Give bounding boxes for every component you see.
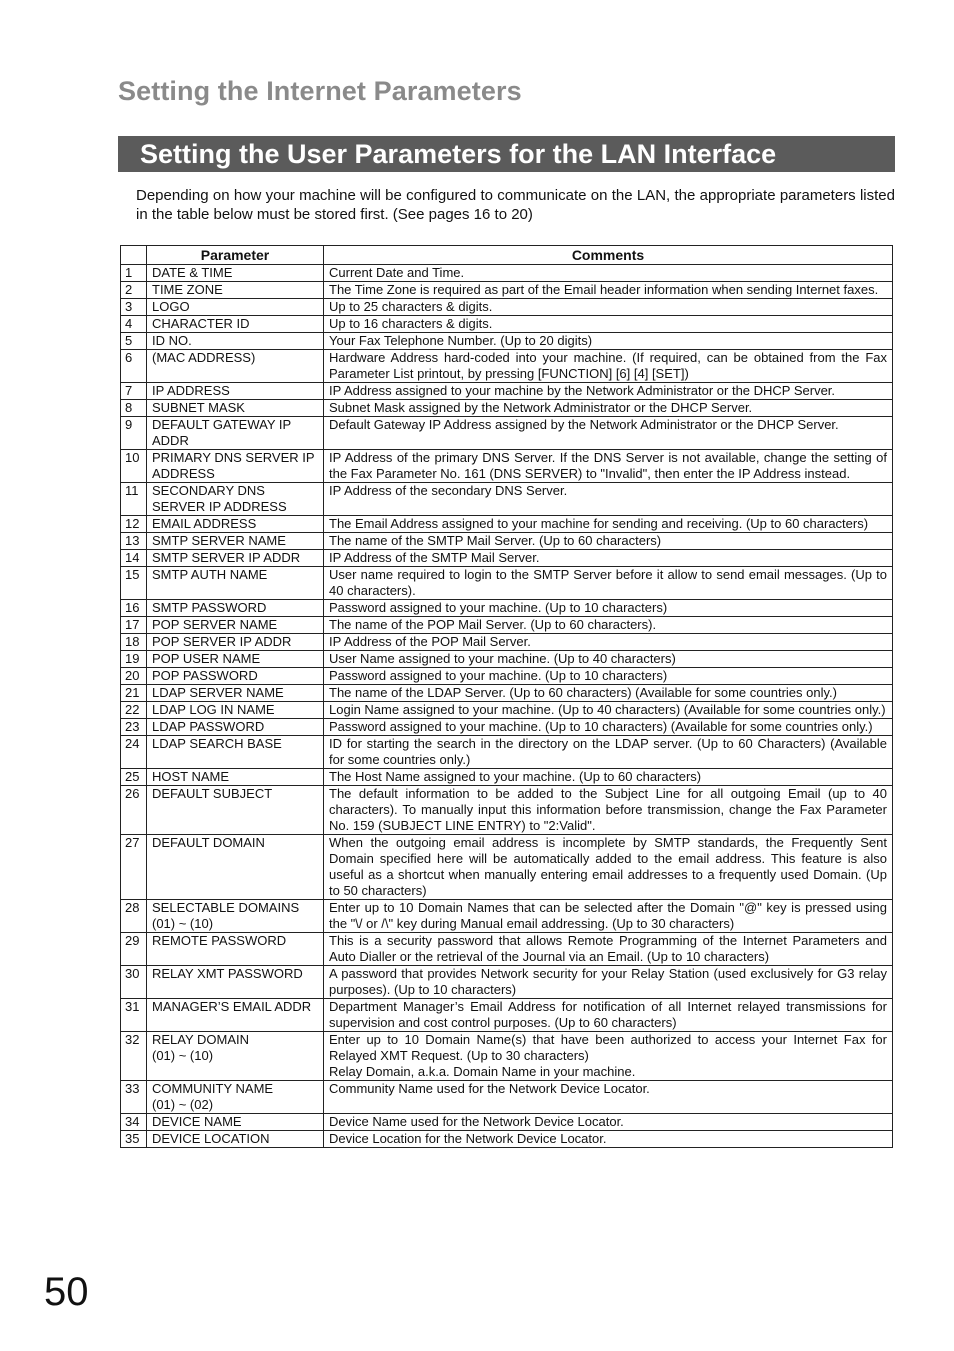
row-number: 29 [121,933,147,966]
comment-cell: The name of the LDAP Server. (Up to 60 characters) (Available for some countries only.) [324,685,893,702]
comment-cell: IP Address of the SMTP Mail Server. [324,550,893,567]
row-number: 6 [121,350,147,383]
row-number: 19 [121,651,147,668]
table-row [121,966,893,999]
parameter-cell: SMTP SERVER IP ADDR [147,550,324,567]
row-number: 1 [121,265,147,282]
comment-cell: The Email Address assigned to your machine for sending and receiving. (Up to 60 characters) [324,516,893,533]
table-header-row [121,246,893,265]
banner-title: Setting the User Parameters for the LAN Interface [140,139,777,169]
parameter-cell: MANAGER’S EMAIL ADDR [147,999,324,1032]
page-number: 50 [44,1270,89,1314]
row-number: 7 [121,383,147,400]
comment-cell: Department Manager’s Email Address for notification of all Internet relayed transmissions for supervision and cost control purposes. (Up to 60 characters) [324,999,893,1032]
row-number: 35 [121,1131,147,1148]
parameter-cell: POP USER NAME [147,651,324,668]
table-row [121,668,893,685]
comment-cell: The name of the POP Mail Server. (Up to 60 characters). [324,617,893,634]
parameter-cell: REMOTE PASSWORD [147,933,324,966]
table-row [121,417,893,450]
table-row [121,769,893,786]
section-title: Setting the Internet Parameters [118,76,522,106]
row-number: 4 [121,316,147,333]
table-row [121,450,893,483]
parameter-cell: POP SERVER NAME [147,617,324,634]
row-number: 22 [121,702,147,719]
parameter-cell: DATE & TIME [147,265,324,282]
comment-cell: When the outgoing email address is incomplete by SMTP standards, the Frequently Sent Domain specified here will be automatically added to the email address. This feature is also useful as a shortcut when manually entering email addresses to a frequently used Domain. (Up to 50 characters) [324,835,893,900]
comment-cell: Enter up to 10 Domain Names that can be selected after the Domain "@" key is pressed using the "\/ or /\" key during Manual email addressing. (Up to 30 characters) [324,900,893,933]
comment-line: Relay Domain, a.k.a. Domain Name in your machine. [329,1064,636,1079]
parameter-cell: RELAY XMT PASSWORD [147,966,324,999]
table-row [121,900,893,933]
parameter-line: SECONDARY DNS [152,483,265,498]
table-row [121,933,893,966]
comment-cell: Login Name assigned to your machine. (Up to 40 characters) (Available for some countries only.) [324,702,893,719]
comment-cell: Password assigned to your machine. (Up to 10 characters) [324,668,893,685]
comment-cell: Up to 16 characters & digits. [324,316,893,333]
table-row [121,350,893,383]
header-number [121,246,147,265]
row-number: 10 [121,450,147,483]
row-number: 17 [121,617,147,634]
table-row [121,999,893,1032]
comment-cell: ID for starting the search in the directory on the LDAP server. (Up to 60 Characters) (Available for some countries only.) [324,736,893,769]
parameter-line: RELAY DOMAIN [152,1032,250,1047]
parameter-cell: DEVICE LOCATION [147,1131,324,1148]
table-row [121,550,893,567]
table-row [121,516,893,533]
comment-cell: Device Name used for the Network Device Locator. [324,1114,893,1131]
table-row [121,316,893,333]
table-row [121,617,893,634]
table-row [121,400,893,417]
banner [118,136,895,172]
comment-cell: The default information to be added to the Subject Line for all outgoing Email (up to 40 characters). To manually input this information before transmission, change the Fax Parameter No. 159 (SUBJECT LINE ENTRY) to "2:Valid". [324,786,893,835]
comment-cell [324,1032,893,1081]
parameter-cell: SUBNET MASK [147,400,324,417]
comment-line: Enter up to 10 Domain Name(s) that have been authorized to access your Internet Fax for Relayed XMT Request. (Up to 30 characters) [329,1032,887,1063]
row-number: 9 [121,417,147,450]
comment-cell: The Host Name assigned to your machine. (Up to 60 characters) [324,769,893,786]
row-number: 18 [121,634,147,651]
parameter-cell: POP PASSWORD [147,668,324,685]
row-number: 16 [121,600,147,617]
parameter-cell: SMTP SERVER NAME [147,533,324,550]
parameter-cell: (MAC ADDRESS) [147,350,324,383]
parameter-cell: LDAP SERVER NAME [147,685,324,702]
comment-cell: Hardware Address hard-coded into your machine. (If required, can be obtained from the Fax Parameter List printout, by pressing [FUNCTION] [6] [4] [SET]) [324,350,893,383]
table-row [121,1032,893,1081]
row-number: 20 [121,668,147,685]
table-row [121,736,893,769]
row-number: 5 [121,333,147,350]
row-number: 31 [121,999,147,1032]
table-row [121,1114,893,1131]
intro-paragraph: Depending on how your machine will be configured to communicate on the LAN, the appropriate parameters listed in the table below must be stored first. (See pages 16 to 20) [136,187,895,223]
parameter-cell: DEFAULT SUBJECT [147,786,324,835]
comment-cell: User Name assigned to your machine. (Up to 40 characters) [324,651,893,668]
row-number: 15 [121,567,147,600]
parameter-cell: EMAIL ADDRESS [147,516,324,533]
table-row [121,634,893,651]
row-number: 8 [121,400,147,417]
row-number: 28 [121,900,147,933]
comment-cell: A password that provides Network security for your Relay Station (used exclusively for G3 relay purposes). (Up to 10 characters) [324,966,893,999]
row-number: 23 [121,719,147,736]
table-row [121,265,893,282]
parameter-cell: LDAP SEARCH BASE [147,736,324,769]
comment-cell: Password assigned to your machine. (Up to 10 characters) [324,600,893,617]
parameter-cell: DEVICE NAME [147,1114,324,1131]
row-number: 30 [121,966,147,999]
table-row [121,483,893,516]
parameter-cell: ID NO. [147,333,324,350]
parameter-cell: LOGO [147,299,324,316]
table-row [121,533,893,550]
row-number: 14 [121,550,147,567]
row-number: 3 [121,299,147,316]
parameter-cell [147,900,324,933]
parameter-cell [147,1081,324,1114]
parameter-cell: LDAP LOG IN NAME [147,702,324,719]
parameter-cell: SMTP AUTH NAME [147,567,324,600]
comment-cell: Subnet Mask assigned by the Network Administrator or the DHCP Server. [324,400,893,417]
table-row [121,786,893,835]
table-row [121,835,893,900]
parameter-cell [147,1032,324,1081]
comment-cell: Your Fax Telephone Number. (Up to 20 digits) [324,333,893,350]
table-row [121,685,893,702]
table-row [121,719,893,736]
comment-cell: IP Address of the primary DNS Server. If the DNS Server is not available, change the setting of the Fax Parameter No. 161 (DNS SERVER) to "Invalid", then enter the IP Address instead. [324,450,893,483]
parameter-cell: POP SERVER IP ADDR [147,634,324,651]
parameter-cell: IP ADDRESS [147,383,324,400]
comment-cell: Device Location for the Network Device Locator. [324,1131,893,1148]
table-row [121,383,893,400]
parameter-cell: PRIMARY DNS SERVER IP ADDRESS [147,450,324,483]
comment-cell: This is a security password that allows Remote Programming of the Internet Parameters and Auto Dialler or the retrieval of the Journal via an Email. (Up to 10 characters) [324,933,893,966]
parameter-line: (01) ~ (10) [152,1048,214,1063]
row-number: 33 [121,1081,147,1114]
table-row [121,600,893,617]
parameter-line: COMMUNITY NAME [152,1081,274,1096]
parameter-line: (01) ~ (02) [152,1097,214,1112]
comment-cell: Default Gateway IP Address assigned by the Network Administrator or the DHCP Server. [324,417,893,450]
row-number: 34 [121,1114,147,1131]
comment-cell: User name required to login to the SMTP Server before it allow to send email messages. (Up to 40 characters). [324,567,893,600]
parameter-cell: SMTP PASSWORD [147,600,324,617]
parameter-line: SELECTABLE DOMAINS [152,900,300,915]
parameter-cell: LDAP PASSWORD [147,719,324,736]
parameter-cell: DEFAULT DOMAIN [147,835,324,900]
parameter-cell: DEFAULT GATEWAY IP ADDR [147,417,324,450]
row-number: 27 [121,835,147,900]
row-number: 25 [121,769,147,786]
comment-cell: Current Date and Time. [324,265,893,282]
row-number: 2 [121,282,147,299]
table-row [121,1131,893,1148]
table-row [121,282,893,299]
table-row [121,651,893,668]
comment-cell: IP Address of the POP Mail Server. [324,634,893,651]
table-row [121,299,893,316]
comment-cell: The Time Zone is required as part of the Email header information when sending Internet faxes. [324,282,893,299]
parameter-cell: TIME ZONE [147,282,324,299]
row-number: 32 [121,1032,147,1081]
row-number: 24 [121,736,147,769]
table-row [121,1081,893,1114]
comment-cell: The name of the SMTP Mail Server. (Up to 60 characters) [324,533,893,550]
comment-cell: IP Address assigned to your machine by the Network Administrator or the DHCP Server. [324,383,893,400]
header-parameter: Parameter [147,246,324,265]
row-number: 12 [121,516,147,533]
parameter-cell: HOST NAME [147,769,324,786]
table-row [121,702,893,719]
table-row [121,333,893,350]
parameter-line: SERVER IP ADDRESS [152,499,287,514]
parameter-cell [147,483,324,516]
comment-cell: Password assigned to your machine. (Up to 10 characters) (Available for some countries only.) [324,719,893,736]
row-number: 11 [121,483,147,516]
comment-cell: Community Name used for the Network Device Locator. [324,1081,893,1114]
header-comments: Comments [324,246,893,265]
comment-cell: IP Address of the secondary DNS Server. [324,483,893,516]
parameter-line: (01) ~ (10) [152,916,214,931]
row-number: 21 [121,685,147,702]
table-row [121,567,893,600]
row-number: 26 [121,786,147,835]
table-body [121,265,893,1148]
row-number: 13 [121,533,147,550]
parameter-cell: CHARACTER ID [147,316,324,333]
comment-cell: Up to 25 characters & digits. [324,299,893,316]
parameters-table [120,245,893,1148]
